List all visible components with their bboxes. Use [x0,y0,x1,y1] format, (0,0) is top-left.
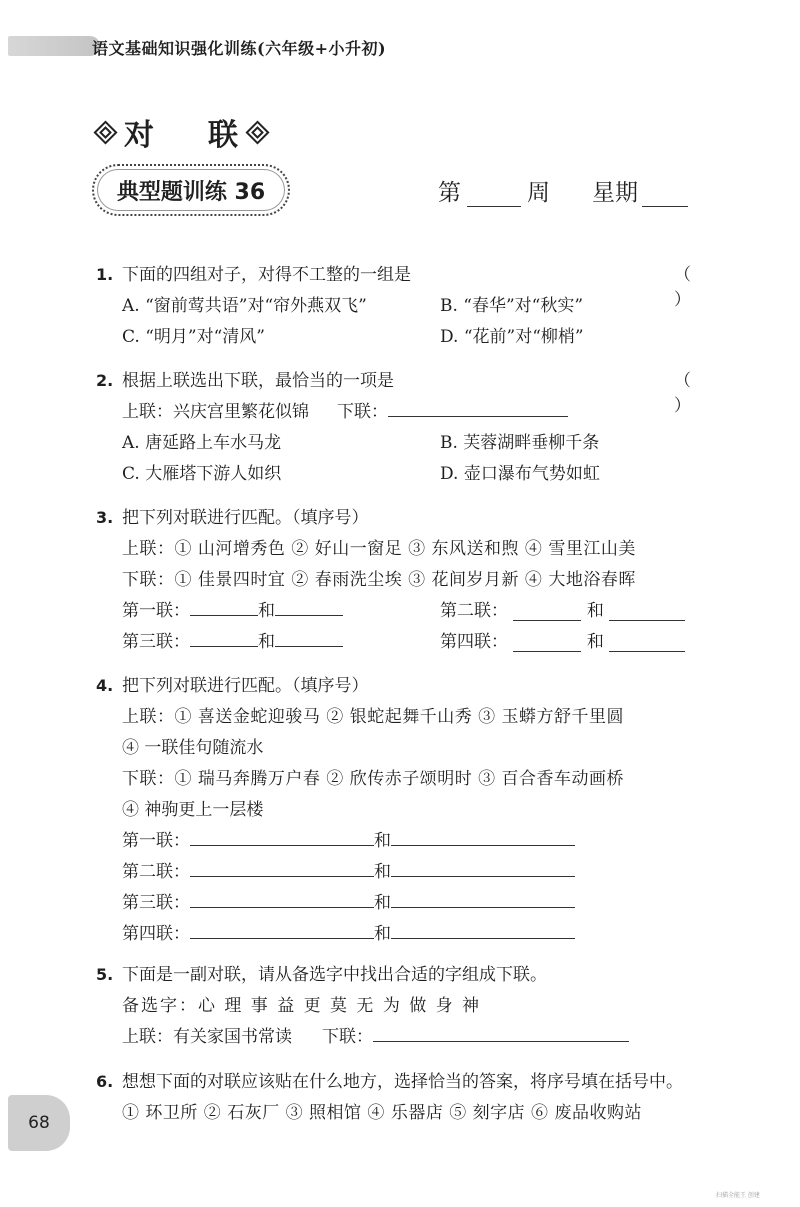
question-number: 5. [96,965,114,984]
pair-4-blank-b[interactable] [609,633,685,652]
option-d: D. 壶口瀑布气势如虹 [440,464,600,484]
pair-3-blank-a[interactable] [190,628,258,647]
answer-paren[interactable]: （ ） [674,265,717,310]
pair-2-group [440,596,685,621]
pair-4-label: 第四联： [440,632,508,652]
upper-couplets: 上联：① 喜送金蛇迎骏马 ② 银蛇起舞千山秀 ③ 玉蟒方舒千里圆 [122,707,625,727]
lower-couplet-label: 下联： [322,1027,373,1047]
question-3 [96,503,736,658]
lower-couplets: 下联：① 佳景四时宜 ② 春雨洗尘埃 ③ 花间岁月新 ④ 大地浴春晖 [122,570,636,590]
pair-1-blank-b[interactable] [391,827,575,846]
section-title-char-2: 联 [208,118,238,153]
pair-2-label: 第二联： [440,601,508,621]
upper-couplet: 上联：兴庆宫里繁花似锦 [122,402,309,422]
section-title-char-1: 对 [124,118,154,153]
question-1 [96,260,736,353]
question-number: 6. [96,1072,114,1091]
question-number: 2. [96,371,114,390]
and-label: 和 [374,862,391,882]
and-label: 和 [374,893,391,913]
lower-couplet-label: 下联： [337,402,388,422]
and-label: 和 [374,831,391,851]
pair-4-label: 第四联： [122,924,190,944]
week-line [438,174,688,207]
pair-4-blank-a[interactable] [513,633,581,652]
diamond-icon [248,123,266,141]
week-di-label: 第 [438,180,461,206]
week-zhou-label: 周 [527,180,550,206]
watermark: 扫描全能王 创建 [716,1192,760,1199]
pair-3-label: 第三联： [122,893,190,913]
upper-couplet: 上联：有关家国书常读 [122,1027,292,1047]
question-stem: 下面是一副对联，请从备选字中找出合适的字组成下联。 [122,965,547,985]
pair-4-blank-a[interactable] [190,920,374,939]
pair-1-label: 第一联： [122,831,190,851]
candidate-characters: 备选字：心 理 事 益 更 莫 无 为 做 身 神 [122,996,482,1016]
pair-4-group [440,627,685,652]
pair-1-blank-a[interactable] [190,827,374,846]
weekday-label: 星期 [592,180,638,206]
option-c: C. 大雁塔下游人如织 [122,464,282,484]
question-4 [96,671,736,950]
weekday-blank[interactable] [642,184,688,207]
option-b: B. 芙蓉湖畔垂柳千条 [440,433,600,453]
question-6 [96,1067,736,1129]
and-label: 和 [586,632,604,652]
question-number: 1. [96,265,114,284]
question-stem: 想想下面的对联应该贴在什么地方，选择恰当的答案，将序号填在括号中。 [122,1072,683,1092]
option-d: D. “花前”对“柳梢” [440,327,584,347]
and-label: 和 [258,601,275,621]
lower-couplet-blank[interactable] [388,398,568,417]
book-title: 语文基础知识强化训练(六年级+小升初) [92,39,387,58]
pair-1-blank-b[interactable] [275,597,343,616]
section-title [96,110,266,154]
option-b: B. “春华”对“秋实” [440,296,584,316]
header-bar [8,36,100,56]
page-number: 68 [28,1113,50,1133]
pair-2-blank-b[interactable] [609,602,685,621]
practice-label-box [92,164,290,216]
question-5 [96,960,736,1053]
answer-paren[interactable]: （ ） [674,371,717,416]
location-options: ① 环卫所 ② 石灰厂 ③ 照相馆 ④ 乐器店 ⑤ 刻字店 ⑥ 废品收购站 [122,1103,642,1123]
page-number-tab [8,1095,70,1151]
question-number: 3. [96,508,114,527]
pair-3-label: 第三联： [122,632,190,652]
pair-3-blank-b[interactable] [391,889,575,908]
pair-4-blank-b[interactable] [391,920,575,939]
pair-1-blank-a[interactable] [190,597,258,616]
question-stem: 把下列对联进行匹配。（填序号） [122,508,369,528]
week-number-blank[interactable] [467,184,521,207]
question-stem: 把下列对联进行匹配。（填序号） [122,676,369,696]
option-a: A. “窗前莺共语”对“帘外燕双飞” [122,296,367,316]
lower-couplets-cont: ④ 神驹更上一层楼 [122,800,264,820]
option-c: C. “明月”对“清风” [122,327,265,347]
and-label: 和 [374,924,391,944]
option-a: A. 唐延路上车水马龙 [122,433,282,453]
practice-label: 典型题训练 36 [116,179,266,205]
question-stem: 根据上联选出下联，最恰当的一项是 [122,371,394,391]
pair-3-blank-b[interactable] [275,628,343,647]
question-number: 4. [96,676,114,695]
pair-2-blank-b[interactable] [391,858,575,877]
and-label: 和 [586,601,604,621]
diamond-icon [96,123,114,141]
question-stem: 下面的四组对子，对得不工整的一组是 [122,265,411,285]
upper-couplets: 上联：① 山河增秀色 ② 好山一窗足 ③ 东风送和煦 ④ 雪里江山美 [122,539,636,559]
question-2 [96,366,736,490]
and-label: 和 [258,632,275,652]
pair-1-label: 第一联： [122,601,190,621]
pair-2-blank-a[interactable] [513,602,581,621]
lower-couplets: 下联：① 瑞马奔腾万户春 ② 欣传赤子颂明时 ③ 百合香车动画桥 [122,769,625,789]
pair-2-label: 第二联： [122,862,190,882]
pair-3-blank-a[interactable] [190,889,374,908]
lower-couplet-blank[interactable] [373,1023,629,1042]
pair-2-blank-a[interactable] [190,858,374,877]
upper-couplets-cont: ④ 一联佳句随流水 [122,738,264,758]
